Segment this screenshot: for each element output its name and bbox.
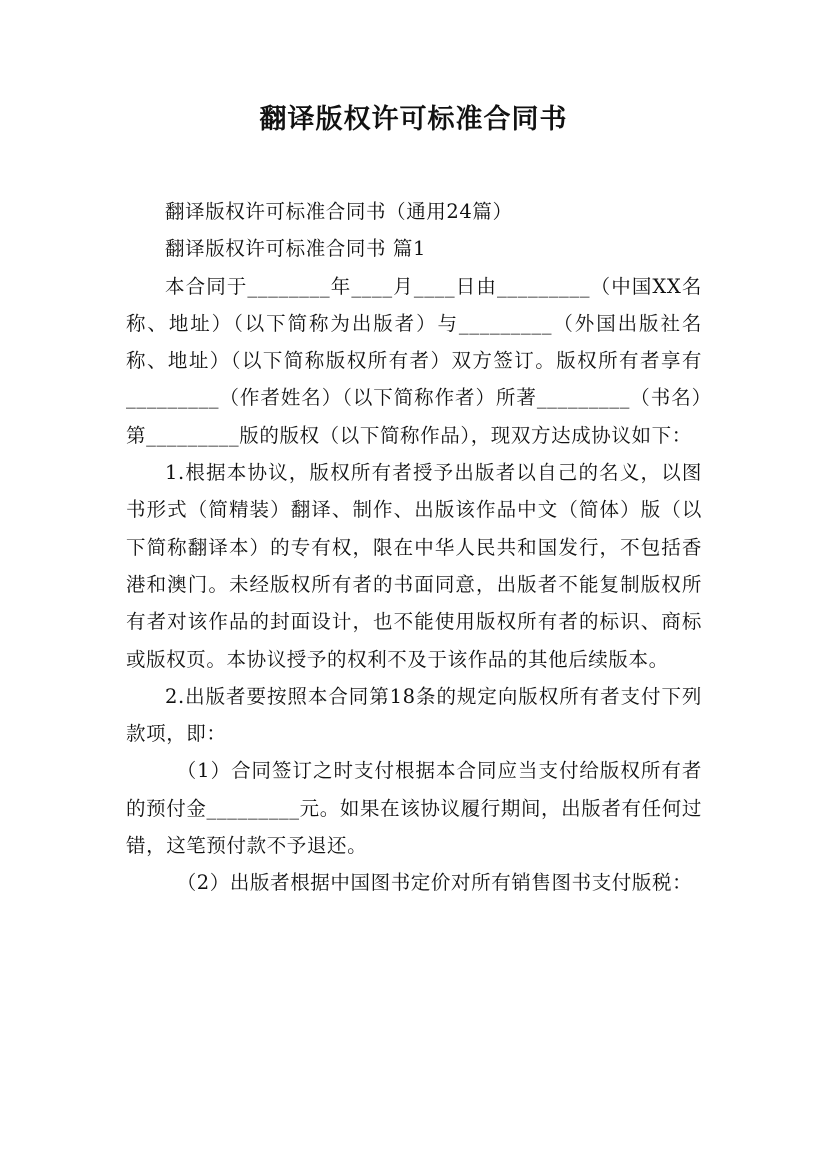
document-title: 翻译版权许可标准合同书 bbox=[259, 104, 568, 135]
clause-1: 1.根据本协议，版权所有者授予出版者以自己的名义，以图书形式（简精装）翻译、制作、出版该作品中文（简体）版（以下简称翻译本）的专有权，限在中华人民共和国发行，不包括香港和澳门。未经版权所有者的书面同意，出版者不能复制版权所有者对该作品的封面设计，也不能使用版权所有者的标识、商标或版权页。本协议授予的权利不及于该作品的其他后续版本。 bbox=[126, 461, 702, 671]
collection-heading: 翻译版权许可标准合同书（通用24篇） bbox=[165, 200, 513, 223]
document-body bbox=[126, 193, 702, 902]
clause-2-item-1: （1）合同签订之时支付根据本合同应当支付给版权所有者的预付金_________元。如果在该协议履行期间，出版者有任何过错，这笔预付款不予退还。 bbox=[126, 759, 702, 858]
clause-2: 2.出版者要按照本合同第18条的规定向版权所有者支付下列款项，即： bbox=[126, 684, 702, 746]
clause-2-item-2: （2）出版者根据中国图书定价对所有销售图书支付版税： bbox=[176, 871, 693, 895]
section-heading: 翻译版权许可标准合同书 篇1 bbox=[165, 237, 427, 261]
contract-preamble: 本合同于________年____月____日由_________（中国XX名称、地址）（以下简称为出版者）与_________（外国出版社名称、地址）（以下简称版权所有者）双方签订。版权所有者享有_________（作者姓名）（以下简称作者）所著_________（书名）第_________版的版权（以下简称作品），现双方达成协议如下： bbox=[126, 274, 702, 447]
